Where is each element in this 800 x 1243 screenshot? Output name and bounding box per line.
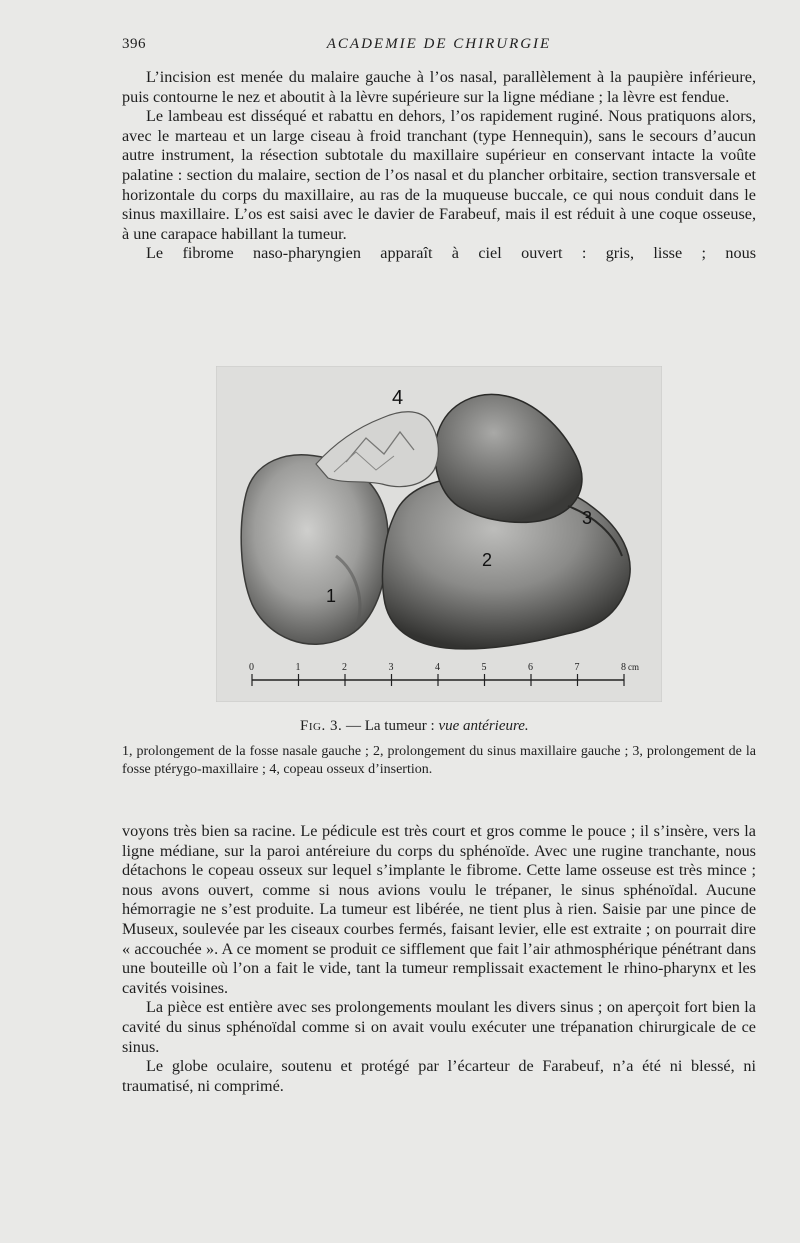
tumor-lobe-1	[241, 455, 388, 644]
caption-italic: vue antérieure.	[438, 718, 529, 734]
figure-tumor-photo	[216, 366, 662, 702]
caption-label: Fig. 3.	[300, 718, 343, 734]
figure-label-3: 3	[582, 508, 593, 528]
figure-label-4: 4	[392, 387, 404, 409]
scale-tick-label: 3	[388, 662, 394, 673]
figure-label-1: 1	[326, 586, 337, 606]
figure-legend	[122, 743, 756, 779]
running-title: ACADEMIE DE CHIRURGIE	[326, 36, 552, 52]
scale-tick-label: 1	[295, 662, 301, 673]
figure-label-2: 2	[482, 550, 493, 570]
scale-tick-label: 6	[528, 662, 533, 673]
scale-tick-label: 5	[481, 662, 487, 673]
paragraph: L’incision est menée du malaire gauche à l’os nasal, parallèlement à la paupière inférieure, puis contourne le nez et aboutit à la lèvre supérieure sur la ligne médiane ; la lèvre est fendue.	[122, 68, 756, 106]
paragraph: La pièce est entière avec ses prolongements moulant les divers sinus ; on aperçoit fort bien la cavité du sinus sphénoïdal comme si on avait voulu exécuter une trépanation chirurgicale de ce sinus.	[122, 998, 756, 1056]
page-number: 396	[122, 36, 146, 52]
scale-tick-label: 4	[435, 662, 440, 673]
paragraph: Le globe oculaire, soutenu et protégé par l’écarteur de Farabeuf, n’a été ni blessé, ni traumatisé, ni comprimé.	[122, 1057, 756, 1095]
legend-text: 1, prolongement de la fosse nasale gauche ; 2, prolongement du sinus maxillaire gauche ; 3, prolongement de la fosse ptérygo-maxillaire ; 4, copeau osseux d’insertion.	[122, 744, 756, 777]
page-header	[122, 36, 756, 58]
body-text-top	[122, 68, 756, 264]
caption-text: — La tumeur :	[342, 718, 439, 734]
paragraph: voyons très bien sa racine. Le pédicule est très court et gros comme le pouce ; il s’insère, vers la ligne médiane, sur la paroi antéreiure du corps du sphénoïde. Avec une rugine tranchante, nous détachons le copeau osseux sur lequel s’implante le fibrome. Cette lame osseuse est très mince ; nous avons ouvert, comme si nous avions voulu le trépaner, le sinus sphénoïdal. Aucune hémorragie ne s’est produite. La tumeur est libérée, ne tient plus à rien. Saisie par une pince de Museux, soulevée par les ciseaux courbes fermés, faisant levier, elle est extraite ; on pourrait dire « accouchée ». A ce moment se produit ce sifflement que fait l’air athmosphérique pénétrant dans une bouteille où l’on a fait le vide, tant la tumeur remplissait exactement le rhino-pharynx et les cavités voisines.	[122, 822, 756, 997]
tumor-illustration	[216, 366, 662, 702]
figure-caption	[300, 718, 700, 735]
scale-unit: cm	[628, 662, 639, 672]
scale-tick-label: 8	[621, 662, 626, 673]
paragraph: Le fibrome naso-pharyngien apparaît à ciel ouvert : gris, lisse ; nous	[146, 244, 756, 263]
paragraph: Le lambeau est disséqué et rabattu en dehors, l’os rapidement ruginé. Nous pratiquons alors, avec le marteau et un large ciseau à froid tranchant (type Hennequin), sans le secours d’aucun autre instrument, la résection subtotale du maxillaire supérieur en conservant intacte la voûte palatine : section du malaire, section de l’os nasal et du plancher orbitaire, section transversale et horizontale du corps du maxillaire, au ras de la muqueuse buccale, ce qui nous conduit dans le sinus maxillaire. L’os est saisi avec le davier de Farabeuf, mais il est réduit à une coque osseuse, à une carapace habillant la tumeur.	[122, 107, 756, 243]
scale-tick-label: 7	[574, 662, 580, 673]
scale-tick-label: 0	[249, 662, 254, 673]
scale-tick-label: 2	[342, 662, 347, 673]
body-text-bottom	[122, 822, 756, 1096]
